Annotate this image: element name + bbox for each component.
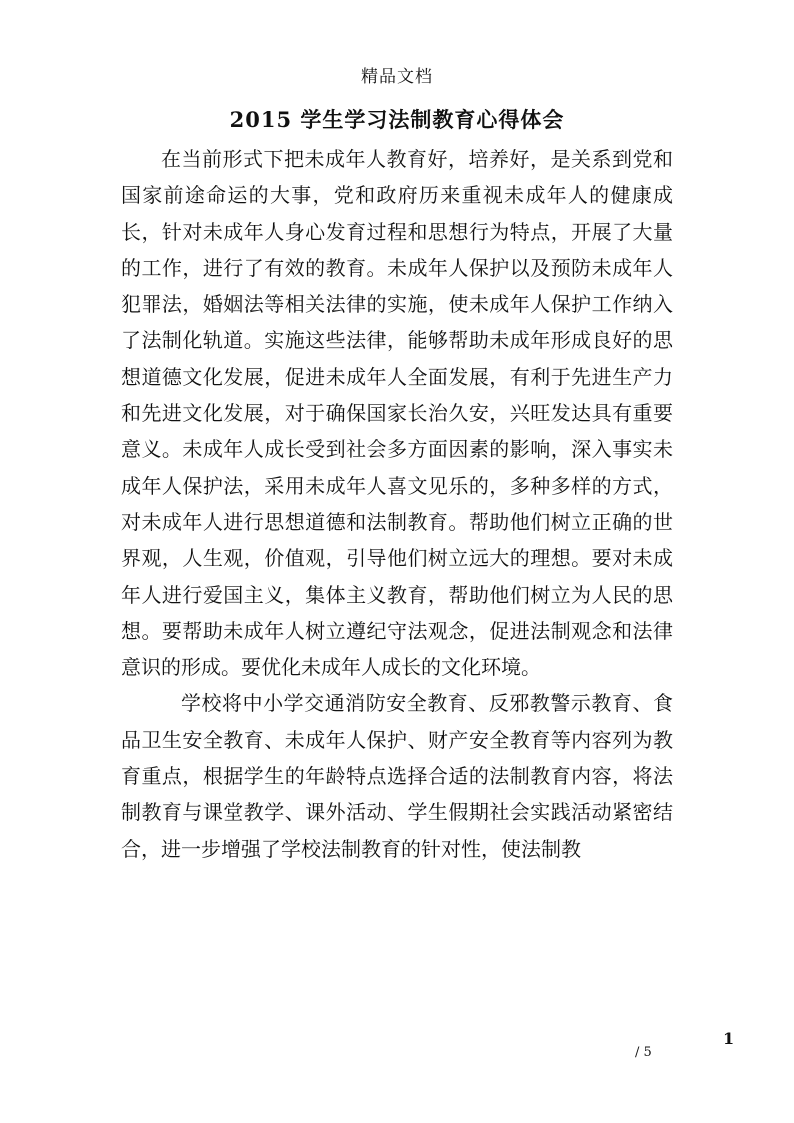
header-label: 精品文档	[361, 67, 433, 87]
page-total: / 5	[635, 1045, 652, 1060]
paragraph-2: 学校将中小学交通消防安全教育、反邪教警示教育、食品卫生安全教育、未成年人保护、财产安全教育等内容列为教育重点，根据学生的年龄特点选择合适的法制教育内容，将法制教育与课堂教学、课外活动、学生假期社会实践活动紧密结合，进一步增强了学校法制教育的针对性，使法制教	[121, 691, 673, 861]
document-title: 2015 学生学习法制教育心得体会	[229, 107, 565, 132]
document-body	[121, 141, 673, 867]
page-number: 1	[723, 1029, 735, 1048]
paragraph-1: 在当前形式下把未成年人教育好，培养好，是关系到党和国家前途命运的大事，党和政府历来重视未成年人的健康成长，针对未成年人身心发育过程和思想行为特点，开展了大量的工作，进行了有效的教育。未成年人保护以及预防未成年人犯罪法，婚姻法等相关法律的实施，使未成年人保护工作纳入了法制化轨道。实施这些法律，能够帮助未成年形成良好的思想道德文化发展，促进未成年人全面发展，有利于先进生产力和先进文化发展，对于确保国家长治久安，兴旺发达具有重要意义。未成年人成长受到社会多方面因素的影响，深入事实未成年人保护法，采用未成年人喜文见乐的，多种多样的方式，对未成年人进行思想道德和法制教育。帮助他们树立正确的世界观，人生观，价值观，引导他们树立远大的理想。要对未成年人进行爱国主义，集体主义教育，帮助他们树立为人民的思想。要帮助未成年人树立遵纪守法观念，促进法制观念和法律意识的形成。要优化未成年人成长的文化环境。	[121, 147, 673, 680]
